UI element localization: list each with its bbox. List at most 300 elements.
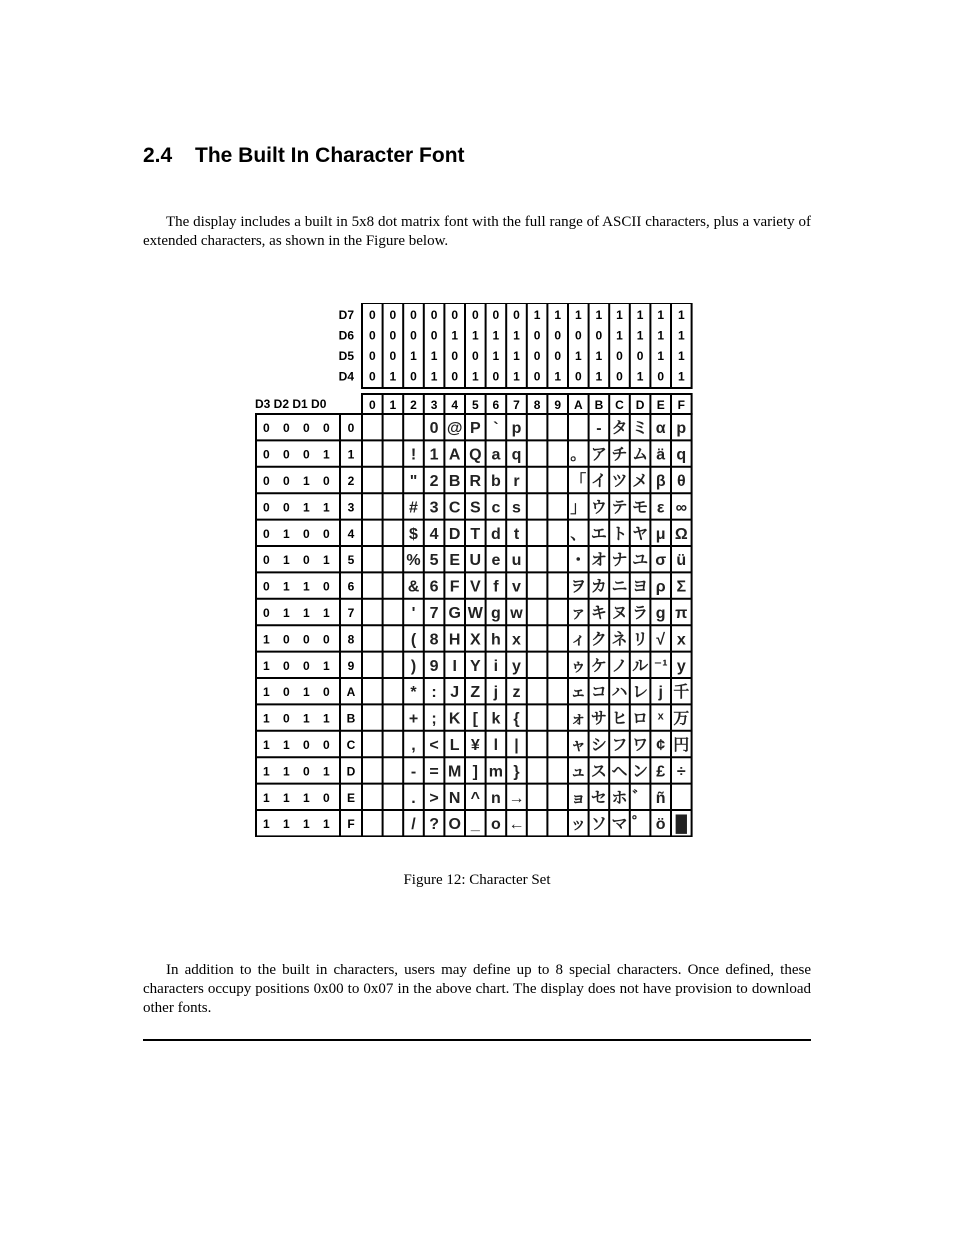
column-hex: D — [635, 398, 645, 412]
character-glyph: █ — [675, 816, 687, 834]
character-glyph: Q — [469, 446, 482, 464]
upper-bit: 0 — [430, 308, 438, 322]
character-glyph: 7 — [429, 605, 439, 622]
upper-bit: 0 — [368, 308, 376, 322]
upper-bit: 0 — [595, 328, 603, 343]
character-glyph: T — [470, 525, 481, 543]
upper-bit: 1 — [657, 349, 665, 363]
character-glyph: v — [512, 578, 521, 596]
row-bits: 1 0 1 0 — [263, 685, 335, 700]
character-set-table — [255, 303, 701, 837]
character-glyph: ツ — [611, 473, 628, 490]
character-glyph: L — [449, 737, 460, 754]
character-glyph: N — [448, 789, 461, 807]
character-glyph: # — [409, 499, 418, 517]
character-glyph: ` — [493, 420, 499, 438]
character-glyph: 」 — [570, 499, 587, 517]
character-glyph: ナ — [611, 552, 628, 570]
character-glyph: 3 — [429, 499, 439, 517]
lower-bits-label: D3 D2 D1 D0 — [255, 397, 327, 411]
upper-bit: 0 — [513, 308, 520, 322]
character-glyph: ε — [656, 499, 665, 517]
character-glyph: / — [411, 816, 416, 834]
character-glyph: オ — [590, 552, 607, 570]
character-glyph: b — [491, 473, 501, 490]
character-glyph: j — [493, 684, 499, 702]
bit-label-d4: D4 — [338, 369, 354, 384]
character-glyph: V — [469, 578, 481, 596]
character-glyph: I — [452, 657, 457, 675]
row-bits: 1 1 0 1 — [263, 764, 335, 779]
character-glyph: w — [510, 605, 523, 622]
character-glyph: イ — [590, 473, 607, 490]
character-glyph: ム — [632, 446, 649, 464]
character-glyph: ォ — [570, 710, 587, 728]
upper-bit: 1 — [513, 328, 520, 343]
character-glyph: , — [411, 737, 416, 754]
character-glyph: ü — [676, 552, 687, 570]
character-glyph: E — [449, 552, 461, 570]
upper-bit: 0 — [657, 369, 665, 384]
character-glyph: ャ — [570, 737, 587, 754]
character-glyph: ッ — [570, 816, 587, 834]
upper-bit: 1 — [451, 328, 459, 343]
character-glyph: ラ — [632, 605, 649, 622]
upper-bit: 0 — [368, 349, 376, 363]
character-glyph: H — [448, 631, 461, 649]
character-glyph: ノ — [611, 657, 628, 675]
character-glyph: ェ — [570, 684, 587, 702]
row-bits: 1 1 1 1 — [263, 817, 335, 832]
character-glyph: : — [431, 684, 437, 702]
upper-bit: 0 — [471, 308, 479, 322]
upper-bit: 1 — [636, 308, 644, 322]
character-glyph: ネ — [611, 631, 628, 649]
column-hex: F — [677, 398, 685, 412]
row-hex: 6 — [347, 579, 355, 594]
column-hex: 6 — [492, 398, 500, 412]
character-glyph: F — [449, 578, 460, 596]
upper-bit: 1 — [430, 349, 438, 363]
character-glyph: x — [676, 631, 686, 649]
row-bits: 0 0 1 1 — [263, 500, 335, 515]
upper-bit: 0 — [410, 369, 417, 384]
row-hex: F — [347, 817, 355, 832]
row-bits: 0 1 1 0 — [263, 579, 335, 594]
upper-bit: 0 — [389, 308, 397, 322]
character-glyph: σ — [655, 552, 667, 570]
character-glyph: エ — [590, 525, 607, 543]
character-glyph: ミ — [632, 420, 649, 438]
character-glyph: Ω — [674, 525, 688, 543]
character-glyph: } — [513, 763, 520, 781]
row-hex: 4 — [347, 526, 355, 541]
character-glyph: 万 — [673, 710, 690, 728]
bit-label-d6: D6 — [338, 328, 354, 343]
character-glyph: U — [469, 552, 482, 570]
column-hex: 7 — [513, 398, 520, 412]
row-bits: 1 1 1 0 — [263, 790, 335, 805]
upper-bit: 0 — [451, 308, 459, 322]
upper-bit: 1 — [574, 308, 582, 322]
character-glyph: K — [448, 710, 461, 728]
character-glyph: β — [655, 473, 666, 490]
upper-bit: 0 — [533, 369, 541, 384]
character-glyph: ä — [656, 446, 666, 464]
character-glyph: カ — [590, 578, 607, 596]
character-glyph: リ — [632, 631, 649, 649]
upper-bit: 0 — [430, 328, 438, 343]
character-glyph: ウ — [590, 499, 607, 517]
character-glyph: m — [488, 763, 504, 781]
column-hex: 8 — [533, 398, 541, 412]
character-glyph: + — [408, 710, 419, 728]
character-glyph: k — [491, 710, 501, 728]
upper-bit: 1 — [677, 308, 685, 322]
character-glyph: ˣ — [657, 710, 664, 728]
character-glyph: X — [469, 631, 481, 649]
custom-characters-paragraph: In addition to the built in characters, users may define up to 8 special characters. Once defined, these characters occupy positions 0x00 to 0x07 in the above chart. The display does not have provision to download other fonts. — [143, 962, 811, 1016]
character-glyph: ñ — [655, 789, 666, 807]
character-glyph: キ — [590, 605, 607, 622]
character-glyph: ィ — [570, 631, 587, 649]
upper-bit: 0 — [471, 349, 479, 363]
upper-bit: 0 — [389, 349, 397, 363]
upper-bit: 1 — [595, 349, 603, 363]
row-hex: 1 — [347, 447, 355, 462]
column-hex: 0 — [368, 398, 376, 412]
character-glyph: < — [429, 737, 439, 754]
column-hex: C — [615, 398, 624, 412]
upper-bit: 0 — [554, 349, 562, 363]
character-glyph: マ — [611, 816, 628, 834]
character-glyph: e — [491, 552, 501, 570]
character-glyph: G — [448, 605, 461, 622]
row-hex: 5 — [347, 553, 355, 568]
upper-bit: 1 — [636, 328, 644, 343]
character-glyph: ニ — [611, 578, 628, 596]
character-glyph: モ — [632, 499, 649, 517]
character-glyph: s — [512, 499, 521, 517]
character-glyph: ) — [410, 657, 417, 675]
character-glyph: 0 — [429, 420, 439, 438]
upper-bit: 1 — [513, 369, 520, 384]
character-glyph: フ — [611, 737, 628, 754]
character-glyph: ケ — [590, 657, 607, 675]
row-bits: 0 1 0 0 — [263, 526, 335, 541]
character-glyph: > — [429, 789, 439, 807]
character-glyph: ∞ — [675, 499, 688, 517]
character-glyph: - — [410, 763, 417, 781]
character-glyph: g — [491, 605, 501, 622]
figure-caption: Figure 12: Character Set — [403, 872, 551, 888]
character-glyph: 5 — [429, 552, 439, 570]
character-glyph: ヌ — [611, 605, 628, 622]
upper-bit: 1 — [554, 369, 562, 384]
row-bits: 0 1 0 1 — [263, 553, 335, 568]
character-glyph: q — [511, 446, 522, 464]
character-glyph: α — [655, 420, 666, 438]
character-glyph: ⁻¹ — [653, 657, 668, 675]
character-glyph: ソ — [590, 816, 607, 834]
character-glyph: l — [493, 737, 499, 754]
upper-bit: 0 — [451, 349, 459, 363]
character-glyph: A — [448, 446, 461, 464]
character-glyph: ス — [590, 763, 607, 781]
column-hex: 5 — [471, 398, 479, 412]
column-hex: 4 — [451, 398, 459, 412]
row-hex: B — [346, 711, 356, 726]
upper-bit: 0 — [492, 308, 500, 322]
character-glyph: ö — [655, 816, 666, 834]
upper-bit: 1 — [471, 369, 479, 384]
character-glyph: 円 — [673, 737, 690, 754]
character-glyph: ? — [429, 816, 439, 834]
character-glyph: u — [511, 552, 522, 570]
character-glyph: { — [513, 710, 520, 728]
character-glyph: J — [450, 684, 460, 702]
character-glyph: ワ — [632, 737, 649, 754]
character-glyph: o — [491, 816, 501, 834]
character-glyph: メ — [632, 473, 649, 490]
row-hex: D — [346, 764, 356, 779]
character-glyph: R — [469, 473, 482, 490]
upper-bit: 1 — [595, 369, 603, 384]
upper-bit: 0 — [410, 308, 417, 322]
character-glyph: | — [514, 737, 519, 754]
character-glyph: r — [513, 473, 520, 490]
upper-bit: 0 — [616, 369, 623, 384]
character-glyph: ^ — [470, 789, 480, 807]
character-glyph: O — [448, 816, 461, 834]
character-glyph: ン — [632, 763, 649, 781]
character-glyph: ヲ — [570, 578, 587, 596]
character-glyph: 1 — [429, 446, 439, 464]
column-hex: A — [573, 398, 583, 412]
upper-bit: 1 — [636, 369, 644, 384]
character-glyph: ヨ — [632, 578, 649, 596]
character-glyph: θ — [676, 473, 686, 490]
character-glyph: f — [493, 578, 499, 596]
character-glyph: → — [508, 789, 525, 807]
character-glyph: 9 — [429, 657, 439, 675]
character-glyph: Σ — [676, 578, 687, 596]
character-glyph: & — [407, 578, 420, 596]
upper-bit: 1 — [677, 328, 685, 343]
character-glyph: [ — [472, 710, 478, 728]
character-glyph: Z — [470, 684, 481, 702]
row-hex: 2 — [347, 474, 355, 488]
character-glyph: t — [513, 525, 520, 543]
row-hex: C — [346, 738, 356, 752]
column-hex: 3 — [430, 398, 438, 412]
character-glyph: ← — [508, 816, 525, 834]
character-glyph: ' — [411, 605, 416, 622]
bit-label-d7: D7 — [338, 308, 354, 322]
column-hex: 1 — [389, 398, 397, 412]
character-glyph: ユ — [632, 552, 649, 570]
column-hex: 2 — [410, 398, 417, 412]
column-hex: 9 — [554, 398, 562, 412]
upper-bit: 0 — [636, 349, 644, 363]
character-glyph: % — [406, 552, 421, 570]
character-glyph: $ — [409, 525, 418, 543]
character-glyph: n — [491, 789, 501, 807]
character-glyph: ¥ — [470, 737, 480, 754]
upper-bit: 0 — [574, 369, 582, 384]
character-glyph: D — [448, 525, 461, 543]
character-glyph: テ — [611, 499, 628, 517]
section-heading — [143, 144, 465, 168]
character-glyph: j — [658, 684, 663, 702]
row-bits: 0 0 0 1 — [263, 447, 335, 462]
character-glyph: ゥ — [570, 657, 587, 675]
character-glyph: ョ — [570, 789, 587, 807]
character-glyph: y — [676, 657, 686, 675]
upper-bit: 1 — [677, 369, 685, 384]
upper-bit: 1 — [657, 308, 665, 322]
character-glyph: ( — [410, 631, 417, 649]
character-glyph: ゜ — [632, 816, 649, 834]
character-glyph: ÷ — [676, 763, 686, 781]
bit-label-d5: D5 — [338, 349, 354, 363]
upper-bit: 0 — [389, 328, 397, 343]
character-glyph: ハ — [611, 684, 628, 702]
upper-bit: 1 — [492, 349, 500, 363]
character-glyph: = — [429, 763, 439, 781]
character-glyph: ロ — [632, 710, 649, 728]
character-glyph: ュ — [570, 763, 587, 781]
row-hex: E — [346, 790, 356, 805]
upper-bit: 1 — [471, 328, 479, 343]
row-bits: 1 0 1 1 — [263, 711, 335, 726]
upper-bit: 1 — [492, 328, 500, 343]
section-title: The Built In Character Font — [195, 144, 465, 167]
character-glyph: M — [448, 763, 462, 781]
row-bits: 1 0 0 1 — [263, 658, 335, 673]
row-bits: 0 0 1 0 — [263, 474, 335, 488]
row-hex: 9 — [347, 658, 355, 673]
character-glyph: ル — [632, 657, 649, 675]
character-glyph: タ — [611, 420, 628, 438]
character-glyph: £ — [656, 763, 666, 781]
upper-bit: 1 — [533, 308, 541, 322]
character-glyph: d — [491, 525, 501, 543]
character-glyph: ¢ — [656, 737, 666, 754]
row-bits: 0 0 0 0 — [263, 421, 335, 436]
character-glyph: C — [448, 499, 461, 517]
character-glyph: ト — [611, 525, 628, 543]
character-glyph: B — [448, 473, 461, 490]
character-glyph: ゛ — [632, 789, 649, 807]
character-glyph: ヘ — [611, 763, 628, 781]
upper-bit: 0 — [410, 328, 417, 343]
character-glyph: シ — [590, 737, 607, 754]
row-bits: 1 1 0 0 — [263, 738, 335, 752]
character-glyph: セ — [590, 789, 607, 807]
character-glyph: 千 — [673, 684, 690, 702]
character-glyph: p — [511, 420, 522, 438]
character-glyph: 。 — [570, 446, 587, 464]
row-hex: A — [346, 685, 356, 700]
character-glyph: c — [491, 499, 501, 517]
intro-paragraph: The display includes a built in 5x8 dot matrix font with the full range of ASCII characters, plus a variety of extended characters, as shown in the Figure below. — [143, 214, 811, 249]
upper-bit: 0 — [554, 328, 562, 343]
upper-bit: 1 — [389, 369, 397, 384]
character-glyph: ; — [431, 710, 437, 728]
row-hex: 0 — [347, 421, 355, 436]
character-glyph: 「 — [570, 473, 587, 490]
upper-bit: 1 — [513, 349, 520, 363]
character-glyph: 4 — [429, 525, 439, 543]
upper-bit: 0 — [574, 328, 582, 343]
character-glyph: チ — [611, 446, 628, 464]
row-hex: 7 — [347, 606, 355, 620]
upper-bit: 0 — [616, 349, 623, 363]
character-glyph: z — [512, 684, 521, 702]
upper-bit: 1 — [616, 328, 623, 343]
character-glyph: @ — [446, 420, 463, 438]
footer-rule — [143, 1039, 811, 1041]
character-glyph: 、 — [570, 525, 587, 543]
upper-bit: 0 — [533, 349, 541, 363]
character-glyph: . — [411, 789, 416, 807]
upper-bit: 0 — [533, 328, 541, 343]
row-bits: 0 1 1 1 — [263, 606, 335, 620]
upper-bit: 1 — [574, 349, 582, 363]
character-glyph: i — [493, 657, 499, 675]
character-glyph: * — [410, 684, 417, 702]
character-glyph: q — [676, 446, 687, 464]
character-glyph: √ — [656, 631, 666, 649]
character-glyph: μ — [655, 525, 666, 543]
character-glyph: ヒ — [611, 710, 628, 728]
character-glyph: y — [512, 657, 521, 675]
character-glyph: ヤ — [632, 525, 649, 543]
character-glyph: ρ — [655, 578, 666, 596]
character-glyph: _ — [470, 816, 480, 834]
row-bits: 1 0 0 0 — [263, 632, 335, 647]
character-glyph: ] — [472, 763, 478, 781]
row-hex: 3 — [347, 500, 355, 515]
upper-bit: 1 — [595, 308, 603, 322]
character-glyph: W — [467, 605, 483, 622]
character-glyph: P — [469, 420, 481, 438]
character-glyph: g — [655, 605, 666, 622]
character-glyph: ・ — [570, 552, 587, 570]
character-glyph: コ — [590, 684, 607, 702]
character-glyph: π — [675, 605, 688, 622]
character-glyph: ホ — [611, 789, 628, 807]
character-glyph: S — [469, 499, 481, 517]
upper-bit: 0 — [492, 369, 500, 384]
column-hex: B — [594, 398, 604, 412]
character-glyph: ク — [590, 631, 607, 649]
character-glyph: Y — [469, 657, 481, 675]
character-glyph: サ — [590, 710, 607, 728]
upper-bit: 0 — [451, 369, 459, 384]
upper-bit: 1 — [677, 349, 685, 363]
upper-bit: 1 — [657, 328, 665, 343]
row-hex: 8 — [347, 632, 355, 647]
character-glyph: ! — [410, 446, 417, 464]
character-glyph: レ — [632, 684, 649, 702]
upper-bit: 0 — [368, 369, 376, 384]
character-glyph: " — [409, 473, 418, 490]
character-glyph: 6 — [429, 578, 439, 596]
character-glyph: p — [676, 420, 687, 438]
character-glyph: 2 — [429, 473, 439, 490]
